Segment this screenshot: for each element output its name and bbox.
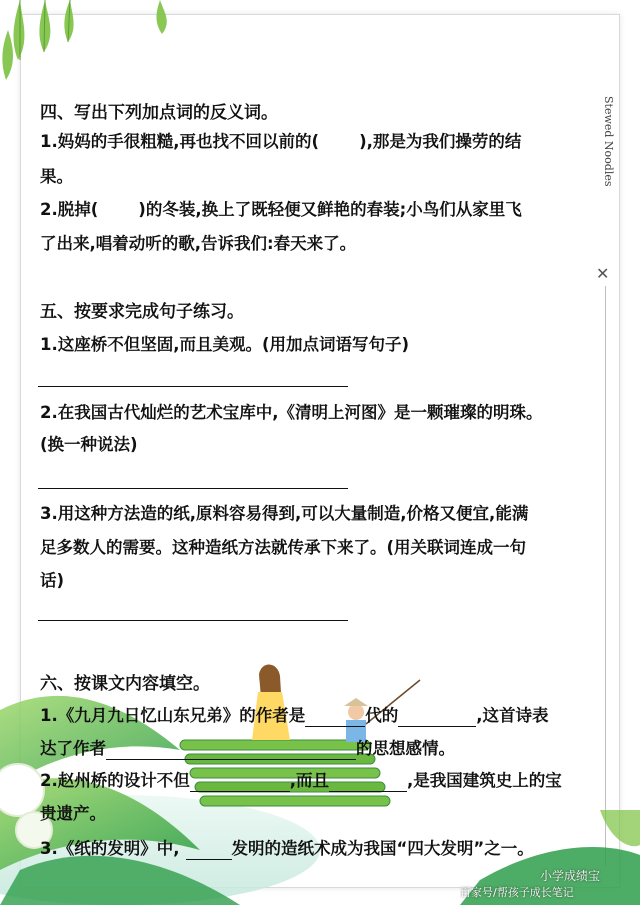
answer-line-2[interactable] [38,488,348,489]
section6-q2-line1 [40,770,562,792]
section4-q1-text-a: 1.妈妈的手很粗糙,再也找不回以前的( [40,132,320,151]
section5-title: 五、按要求完成句子练习。 [40,302,244,322]
answer-blank[interactable] [186,841,232,860]
section6-q2-text-a: 2.赵州桥的设计不但 [40,771,190,790]
girl-figure [252,664,290,740]
section4-q1-line1 [40,131,521,153]
section5-q3-line3: 话) [40,571,65,590]
section6-q1-text-e: 的思想感情。 [356,739,455,758]
section5-q2-line2: (换一种说法) [40,435,138,454]
section5-q3-line2: 足多数人的需要。这种造纸方法就传承下来了。(用关联词连成一句 [40,538,527,557]
section6-q2-text-c: ,是我国建筑史上的宝 [407,771,562,790]
section5-q3-line1: 3.用这种方法造的纸,原料容易得到,可以大量制造,价格又便宜,能满 [40,504,529,523]
section5-q1: 1.这座桥不但坚固,而且美观。(用加点词语写句子) [40,335,410,354]
answer-line-1[interactable] [38,386,348,387]
answer-line-3[interactable] [38,620,348,621]
section6-q1-line1 [40,705,549,727]
section4-q1-line2: 果。 [40,167,73,186]
section6-q1-text-c: ,这首诗表 [476,706,549,725]
source-watermark: 百家号/帮孩子成长笔记 [460,886,574,899]
section6-q3 [40,838,534,860]
section6-q2-line2: 贵遗产。 [40,804,106,823]
section5-q2-line1: 2.在我国古代灿烂的艺术宝库中,《清明上河图》是一颗璀璨的明珠。 [40,403,543,422]
section6-q1-line2 [40,738,455,760]
section4-q2-line2: 了出来,唱着动听的歌,告诉我们:春天来了。 [40,234,357,253]
section4-q1-text-b: ),那是为我们操劳的结 [359,132,522,151]
section6-q2-text-b: ,而且 [289,771,330,790]
section6-q1-text-a: 1.《九月九日忆山东兄弟》的作者是 [40,706,306,725]
section6-q1-text-b: 代的 [365,706,399,725]
side-watermark: Stewed Noodles [602,96,615,187]
brand-watermark: 小学成绩宝 [540,869,601,883]
answer-blank[interactable] [305,708,365,727]
section4-q2-text-a: 2.脱掉( [40,200,99,219]
answer-blank[interactable] [106,741,356,760]
section4-q2-text-b: )的冬装,换上了既轻便又鲜艳的春装;小鸟们从家里飞 [138,200,522,219]
answer-blank[interactable] [190,773,290,792]
close-icon: ✕ [596,264,610,283]
answer-blank[interactable] [329,773,407,792]
section6-title: 六、按课文内容填空。 [40,674,210,694]
section6-q1-text-d: 达了作者 [40,739,106,758]
section6-q3-text-a: 3.《纸的发明》中, [40,839,180,858]
section4-title: 四、写出下列加点词的反义词。 [40,103,278,123]
section6-q3-text-b: 发明的造纸术成为我国“四大发明”之一。 [231,839,534,858]
answer-blank[interactable] [398,708,476,727]
section4-q2-line1 [40,199,522,221]
